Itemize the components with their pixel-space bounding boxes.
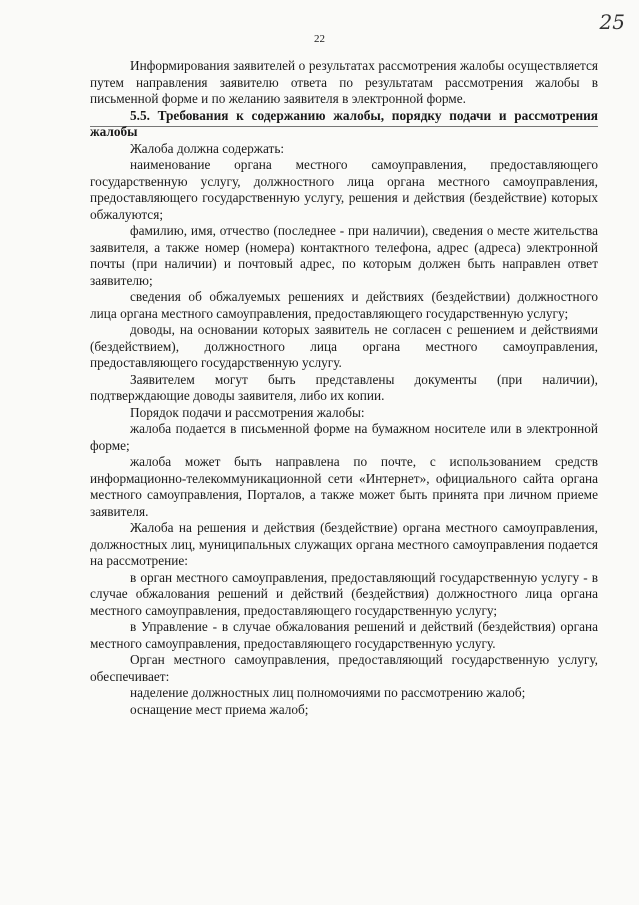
paragraph: жалоба подается в письменной форме на бумажном носителе или в электронной форме; [90, 421, 598, 453]
paragraph-intro: Информирования заявителей о результатах рассмотрения жалобы осуществляется путем направления заявителю ответа по результатам рассмотрения жалобы в письменной форме и по желанию заявителя в электронной форме. [90, 58, 598, 106]
paragraph: Жалоба должна содержать: [130, 140, 285, 156]
paragraph: Жалоба на решения и действия (бездействие) органа местного самоуправления, должностных лиц, муниципальных служащих органа местного самоуправления подается на рассмотрение: [90, 520, 598, 568]
paragraph: оснащение мест приема жалоб; [130, 701, 309, 717]
paragraph: в орган местного самоуправления, предоставляющий государственную услугу - в случае обжалования решений и действий (бездействия) должностного лица органа местного самоуправления, предоставляющего государственную услугу; [90, 569, 598, 618]
paragraph: Орган местного самоуправления, предоставляющий государственную услугу, обеспечивает: [90, 652, 598, 684]
page-number: 22 [314, 33, 325, 45]
paragraph: наименование органа местного самоуправления, предоставляющего государственную услугу, должностного лица органа местного самоуправления, предоставляющего государственную услугу, решения и действия (бездействие) которых обжалуются; [90, 157, 598, 222]
paragraph: доводы, на основании которых заявитель не согласен с решением и действиями (бездействием), должностного лица органа местного самоуправления, предоставляющего государственную услугу. [90, 322, 598, 370]
paragraph: Порядок подачи и рассмотрения жалобы: [130, 404, 365, 420]
paragraph: Заявителем могут быть представлены документы (при наличии), подтверждающие доводы заявителя, либо их копии. [90, 371, 598, 403]
paragraph: жалоба может быть направлена по почте, с использованием средств информационно-телекоммуникационной сети «Интернет», официального сайта органа местного самоуправления, Порталов, а также может быть принята при личном приеме заявителя. [90, 454, 598, 519]
section-heading: 5.5. Требования к содержанию жалобы, порядку подачи и рассмотрения жалобы [90, 107, 598, 139]
handwritten-page-number: 25 [599, 10, 625, 34]
paragraph: наделение должностных лиц полномочиями по рассмотрению жалоб; [130, 685, 526, 700]
paragraph: фамилию, имя, отчество (последнее - при наличии), сведения о месте жительства заявителя, а также номер (номера) контактного телефона, адрес (адреса) электронной почты (при наличии) и почтовый адрес, по которым должен быть направлен ответ заявителю; [90, 223, 598, 288]
paragraph: сведения об обжалуемых решениях и действиях (бездействии) должностного лица органа местного самоуправления, предоставляющего государственную услугу; [90, 289, 598, 321]
paragraph: в Управление - в случае обжалования решений и действий (бездействия) органа местного самоуправления, предоставляющего государственную услугу. [90, 619, 598, 651]
document-body [90, 58, 598, 718]
